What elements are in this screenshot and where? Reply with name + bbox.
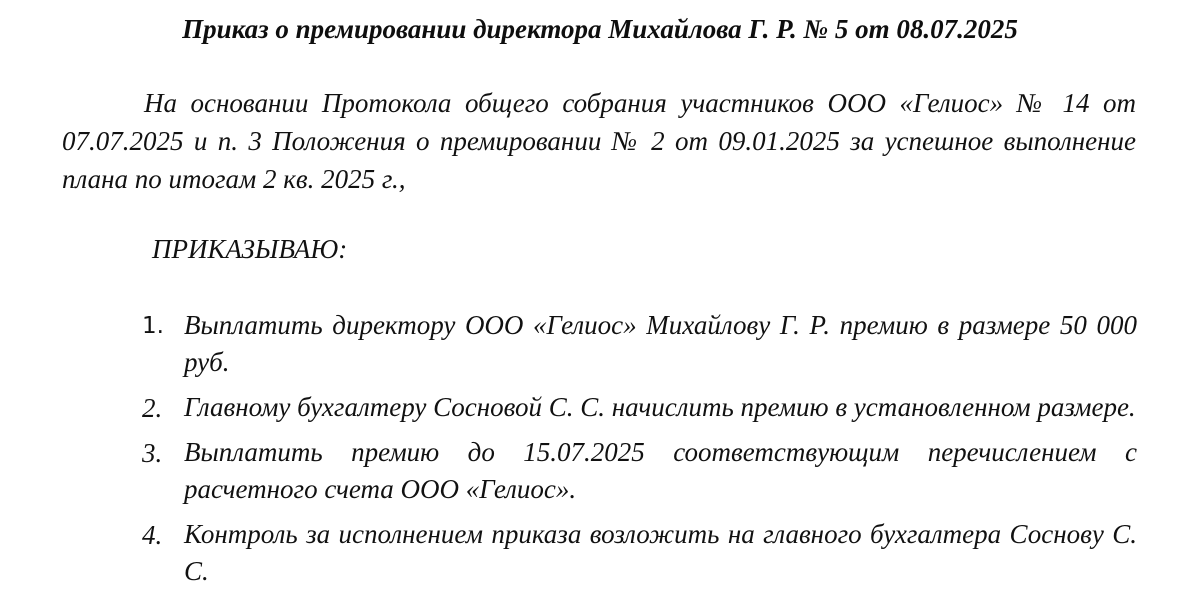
order-items-list [0,307,1200,598]
item-text: Главному бухгалтеру Сосновой С. С. начислить премию в установленном размере. [184,392,1136,422]
order-heading: ПРИКАЗЫВАЮ: [152,234,348,264]
item-text: Контроль за исполнением приказа возложить на главного бухгалтера Соснову С. С. [184,519,1137,586]
item-number: 3. [142,438,163,468]
item-text: Выплатить премию до 15.07.2025 соответствующим перечислением с расчетного счета ООО «Гелиос». [184,437,1137,504]
basis-paragraph: На основании Протокола общего собрания участников ООО «Гелиос» № 14 от 07.07.2025 и п. 3 Положения о премировании № 2 от 09.01.2025 за успешное выполнение плана по итогам 2 кв. 2025 г., [62,88,1136,194]
list-item [0,389,1200,426]
document-title: Приказ о премировании директора Михайлова Г. Р. № 5 от 08.07.2025 [182,14,1018,44]
item-text: Выплатить директору ООО «Гелиос» Михайлову Г. Р. премию в размере 50 000 руб. [184,310,1137,377]
list-item [0,307,1200,381]
list-item [0,434,1200,508]
item-number: 4. [142,520,163,550]
list-item [0,516,1200,590]
item-number: 2. [142,393,163,423]
item-number: 1. [142,313,164,339]
